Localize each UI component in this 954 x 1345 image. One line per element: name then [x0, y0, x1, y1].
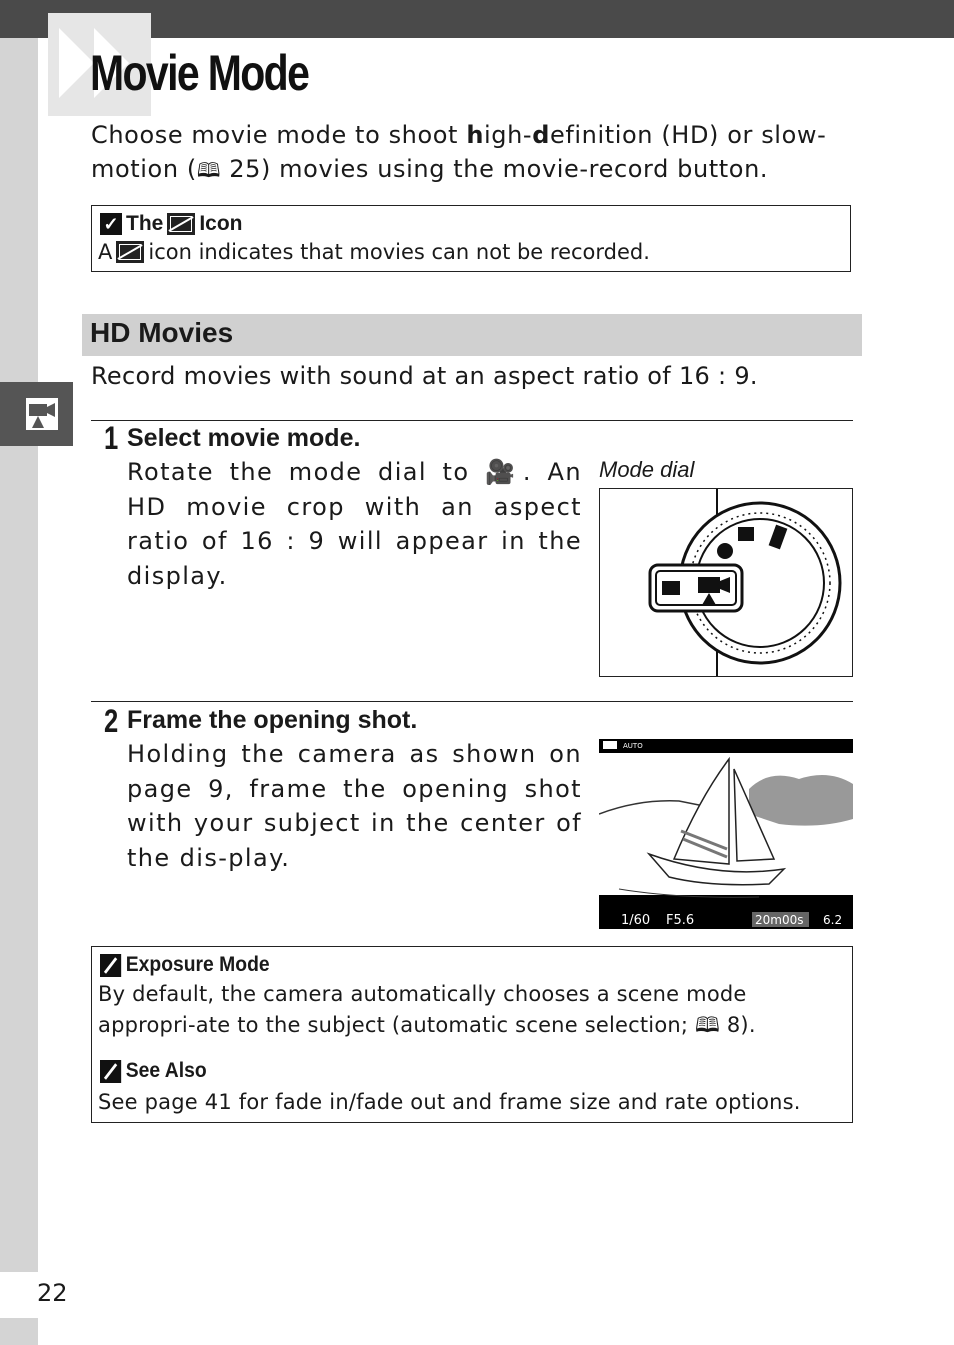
step-text: Rotate the mode dial to 🎥. An HD movie crop with an aspect ratio of 16 : 9 will appear in the display. — [127, 458, 582, 590]
tip-body: By default, the camera automatically chooses a scene mode appropri-ate to the subject (automatic scene selection; 🕮 8). — [98, 982, 756, 1037]
sidebar-footer-strip — [0, 1318, 38, 1345]
no-record-icon — [116, 241, 144, 263]
mode-dial-illustration — [599, 488, 853, 677]
tip-heading: Exposure Mode — [100, 953, 270, 977]
step-number: 1 — [104, 420, 117, 456]
lcd-remaining-time: 20m00s — [755, 913, 804, 927]
lcd-shutter: 1/60 — [621, 913, 651, 928]
section-header — [82, 314, 862, 356]
pencil-icon — [100, 1060, 121, 1083]
lcd-battery: 6.2 — [823, 913, 843, 927]
check-icon: ✓ — [100, 213, 122, 235]
note-heading: ✓ The Icon — [100, 212, 243, 236]
page-title: Movie Mode — [90, 45, 309, 101]
book-icon: 🕮 — [196, 158, 222, 182]
step-title: Frame the opening shot. — [127, 706, 418, 734]
camera-display-illustration — [599, 739, 853, 929]
tips-box — [91, 946, 853, 1123]
tip-body: See page 41 for fade in/fade out and frame size and rate options. — [98, 1090, 801, 1114]
lcd-aperture: F5.6 — [666, 913, 695, 928]
tip-heading: See Also — [100, 1059, 207, 1083]
movie-camera-icon — [24, 396, 60, 432]
sidebar-strip — [0, 38, 38, 1272]
section-title: HD Movies — [90, 317, 234, 348]
intro-paragraph: Choose movie mode to shoot high-definition (HD) or slow-motion (🕮 25) movies using the movie-record button. — [91, 121, 827, 183]
figure-caption: Mode dial — [599, 457, 695, 482]
movie-indicator-icon — [603, 741, 617, 749]
lcd-mode-label: AUTO — [623, 742, 643, 750]
chapter-tab[interactable] — [0, 382, 73, 446]
no-record-icon — [167, 213, 195, 235]
section-text: Record movies with sound at an aspect ratio of 16 : 9. — [91, 362, 758, 390]
note-body: A icon indicates that movies can not be recorded. — [98, 240, 650, 264]
step-title: Select movie mode. — [127, 424, 361, 452]
step-text: Holding the camera as shown on page 9, frame the opening shot with your subject in the center of the dis-play. — [127, 740, 582, 872]
step-divider — [91, 420, 853, 421]
page-number: 22 — [37, 1279, 68, 1307]
step-number: 2 — [104, 703, 117, 739]
step-divider — [91, 701, 853, 702]
note-box — [91, 205, 851, 272]
pencil-icon — [100, 954, 121, 977]
